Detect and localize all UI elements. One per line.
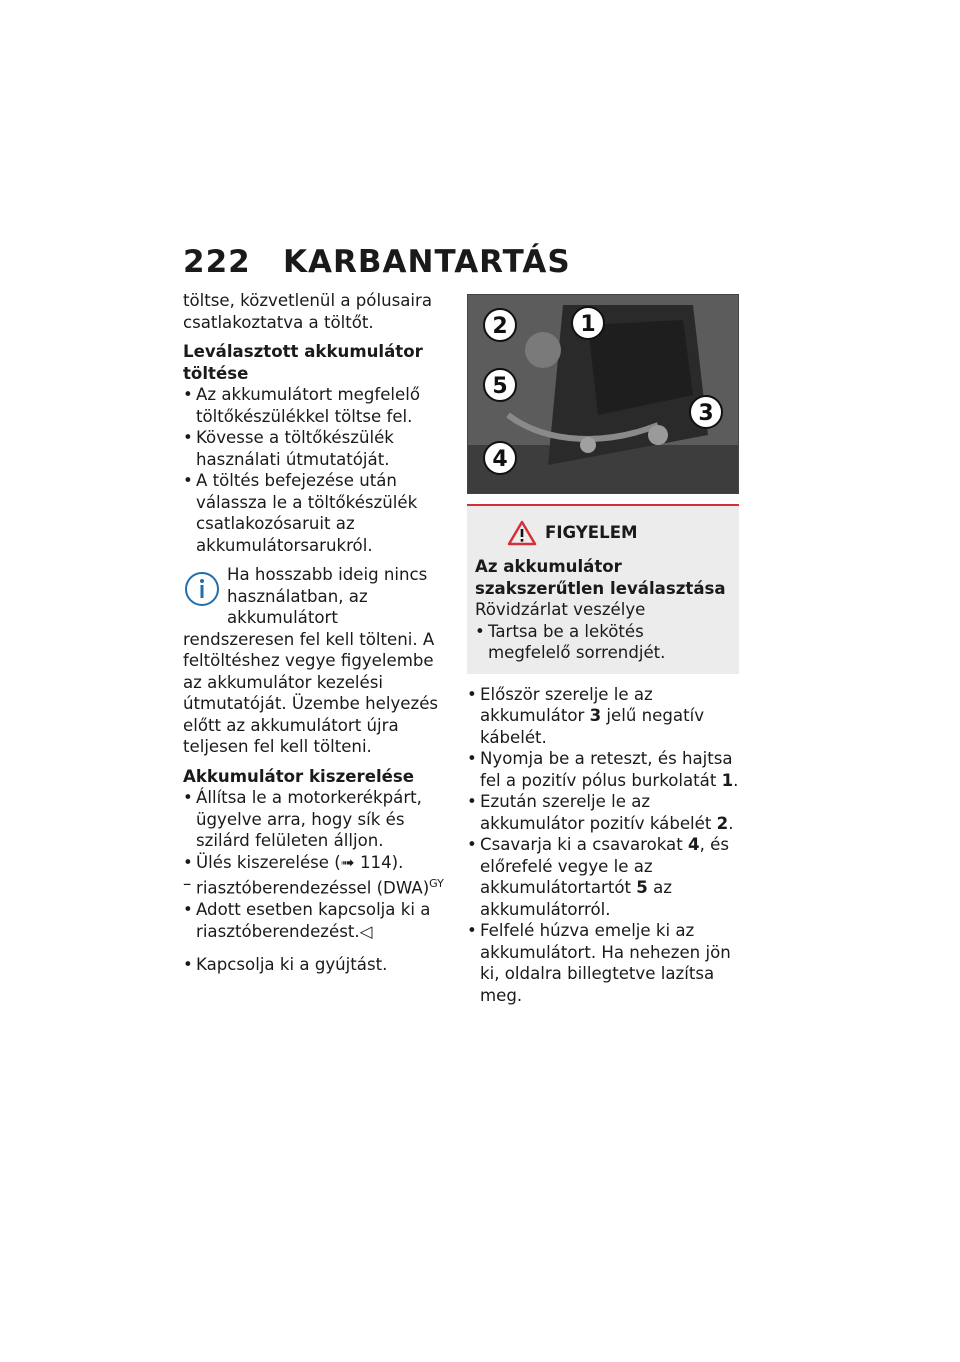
intro-text: töltse, közvetlenül a pólusaira csatlakoztatva a töltőt. <box>183 291 433 332</box>
warning-header <box>507 520 729 546</box>
right-column <box>467 290 739 1006</box>
list-item-text: Adott esetben kapcsolja ki a riasztóberendezést. <box>196 900 431 941</box>
list-item: • Kövesse a töltőkészülék használati útmutatóját. <box>183 427 451 470</box>
part-number: 1 <box>721 770 734 790</box>
page-header <box>183 244 571 280</box>
warning-item: • Tartsa be a lekötés megfelelő sorrendjét. <box>475 621 729 664</box>
list-item <box>467 791 739 834</box>
info-note <box>183 564 451 758</box>
callout-4: 4 <box>492 447 508 472</box>
end-mark-icon: ◁ <box>359 921 373 941</box>
warning-subtitle: Rövidzárlat veszélye <box>475 600 646 619</box>
part-number: 4 <box>688 835 700 854</box>
list-item: • Az akkumulátort megfelelő töltőkészülékkel töltse fel. <box>183 384 451 427</box>
part-number: 5 <box>636 878 648 897</box>
list-item-text: . <box>728 813 734 833</box>
page-number: 222 <box>183 244 251 280</box>
warning-triangle-icon <box>507 520 537 546</box>
section-title: KARBANTARTÁS <box>283 244 571 280</box>
info-text: Ha hosszabb ideig nincs használatban, az akkumulátort rendszeresen fel kell tölteni. A feltöltéshez vegye figyelembe az akkumulátor kezelési útmutatóját. Üzembe helyezés előtt az akkumulátort újra teljesen fel kell tölteni. <box>183 565 439 756</box>
list-item-text: Ülés kiszerelése ( <box>196 852 341 872</box>
battery-photo <box>467 294 739 494</box>
info-icon <box>183 568 221 608</box>
part-number: 3 <box>589 706 602 725</box>
list-item-text: Nyomja be a reteszt, és hajtsa fel a pozitív pólus burkolatát <box>480 749 733 790</box>
list-item: • A töltés befejezése után válassza le a töltőkészülék csatlakozósaruit az akkumulátorsarukról. <box>183 470 451 556</box>
list-item-text: az akkumulátorról. <box>480 878 672 919</box>
condition-line <box>183 873 451 899</box>
left-column <box>183 290 451 976</box>
callout-3: 3 <box>698 401 714 426</box>
list-item-text: Csavarja ki a csavarokat <box>480 835 689 854</box>
list-item <box>467 684 739 749</box>
country-code: GY <box>429 877 444 890</box>
list-item: • Felfelé húzva emelje ki az akkumulátort. Ha nehezen jön ki, oldalra billegtetve lazítsa meg. <box>467 920 739 1006</box>
warning-box <box>467 504 739 674</box>
list-item-text: jelű negatív kábelét. <box>480 706 705 747</box>
heading-charge-disconnected: Leválasztott akkumulátor töltése <box>183 342 423 383</box>
list-item <box>467 748 739 791</box>
warning-label: FIGYELEM <box>545 523 638 543</box>
list-item: • Állítsa le a motorkerékpárt, ügyelve arra, hogy sík és szilárd felületen álljon. <box>183 787 451 852</box>
list-item: • Kapcsolja ki a gyújtást. <box>183 954 451 976</box>
list-item-text: , és előrefelé vegye le az akkumulátortartót <box>480 835 729 897</box>
list-item <box>183 899 451 942</box>
list-item <box>467 834 739 920</box>
list-item-text: Először szerelje le az akkumulátor <box>480 684 653 725</box>
list-item-text: . <box>733 770 739 790</box>
page-reference-link[interactable]: 114 <box>359 852 392 872</box>
callout-1: 1 <box>580 312 596 337</box>
part-number: 2 <box>716 813 729 833</box>
list-item-text: Ezután szerelje le az akkumulátor pozitív kábelét <box>480 792 717 833</box>
arrow-icon: ➟ <box>340 852 355 872</box>
condition-text: riasztóberendezéssel (DWA) <box>196 878 430 898</box>
list-item-text: ). <box>391 852 404 872</box>
list-item <box>183 852 451 874</box>
callout-2: 2 <box>492 314 508 339</box>
callout-5: 5 <box>492 374 508 399</box>
warning-title: Az akkumulátor szakszerűtlen leválasztása <box>475 557 726 598</box>
heading-battery-removal: Akkumulátor kiszerelése <box>183 766 415 786</box>
